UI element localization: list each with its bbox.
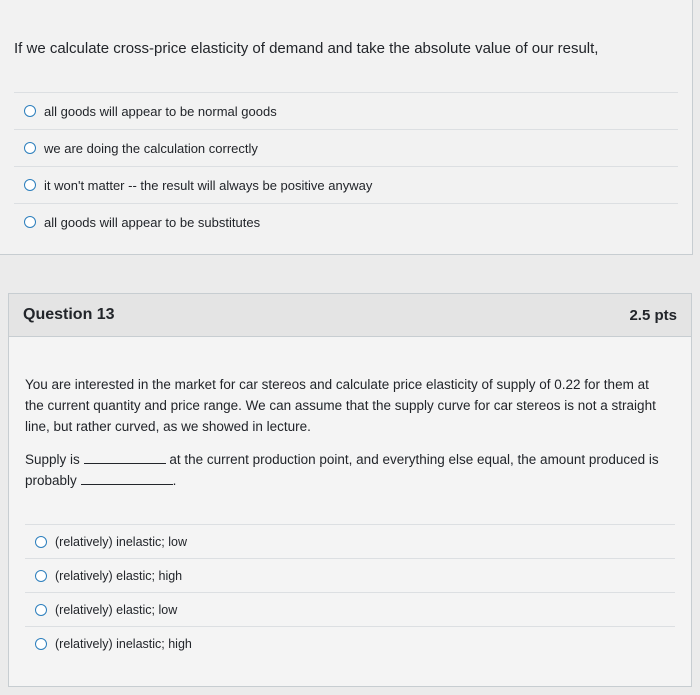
fill-end: . [172, 473, 177, 488]
answer-option[interactable] [25, 524, 675, 558]
radio-button[interactable] [35, 638, 47, 650]
question-13-card [8, 293, 692, 687]
fill-text-1: Supply is [25, 452, 80, 467]
question-12-card [0, 0, 693, 255]
question-13-answers [25, 524, 675, 660]
radio-button[interactable] [24, 142, 36, 154]
answer-label: (relatively) inelastic; high [55, 636, 192, 651]
answer-label: all goods will appear to be substitutes [44, 214, 261, 230]
answer-option[interactable] [14, 92, 678, 129]
answer-label: we are doing the calculation correctly [44, 140, 258, 156]
answer-label: (relatively) elastic; low [55, 602, 178, 617]
answer-option[interactable] [14, 166, 678, 203]
radio-button[interactable] [35, 570, 47, 582]
radio-button[interactable] [24, 216, 36, 228]
question-12-prompt: If we calculate cross-price elasticity of demand and take the absolute value of our result, [14, 40, 599, 57]
answer-option[interactable] [25, 626, 675, 660]
question-13-body [25, 374, 665, 491]
answer-label: (relatively) elastic; high [55, 568, 183, 583]
radio-button[interactable] [24, 179, 36, 191]
blank-1 [84, 451, 166, 464]
question-12-answers [14, 92, 678, 240]
question-points: 2.5 pts [629, 306, 677, 324]
answer-label: it won't matter -- the result will always be positive anyway [44, 177, 373, 193]
question-title: Question 13 [23, 306, 115, 323]
answer-label: (relatively) inelastic; low [55, 534, 187, 549]
question-13-header [9, 294, 691, 337]
answer-option[interactable] [25, 558, 675, 592]
question-13-prompt: You are interested in the market for car stereos and calculate price elasticity of supply of 0.22 for them at the current quantity and price range. We can assume that the supply curve for car stereos is not a straight line, but rather curved, as we showed in lecture. [25, 377, 656, 434]
fill-in-sentence [25, 449, 665, 491]
answer-option[interactable] [14, 129, 678, 166]
answer-label: all goods will appear to be normal goods [44, 103, 277, 119]
fill-text-2: at the current production point, and everything else equal, the amount produced is probably [25, 452, 659, 488]
answer-option[interactable] [14, 203, 678, 240]
radio-button[interactable] [35, 536, 47, 548]
radio-button[interactable] [24, 105, 36, 117]
radio-button[interactable] [35, 604, 47, 616]
answer-option[interactable] [25, 592, 675, 626]
blank-2 [81, 472, 173, 485]
